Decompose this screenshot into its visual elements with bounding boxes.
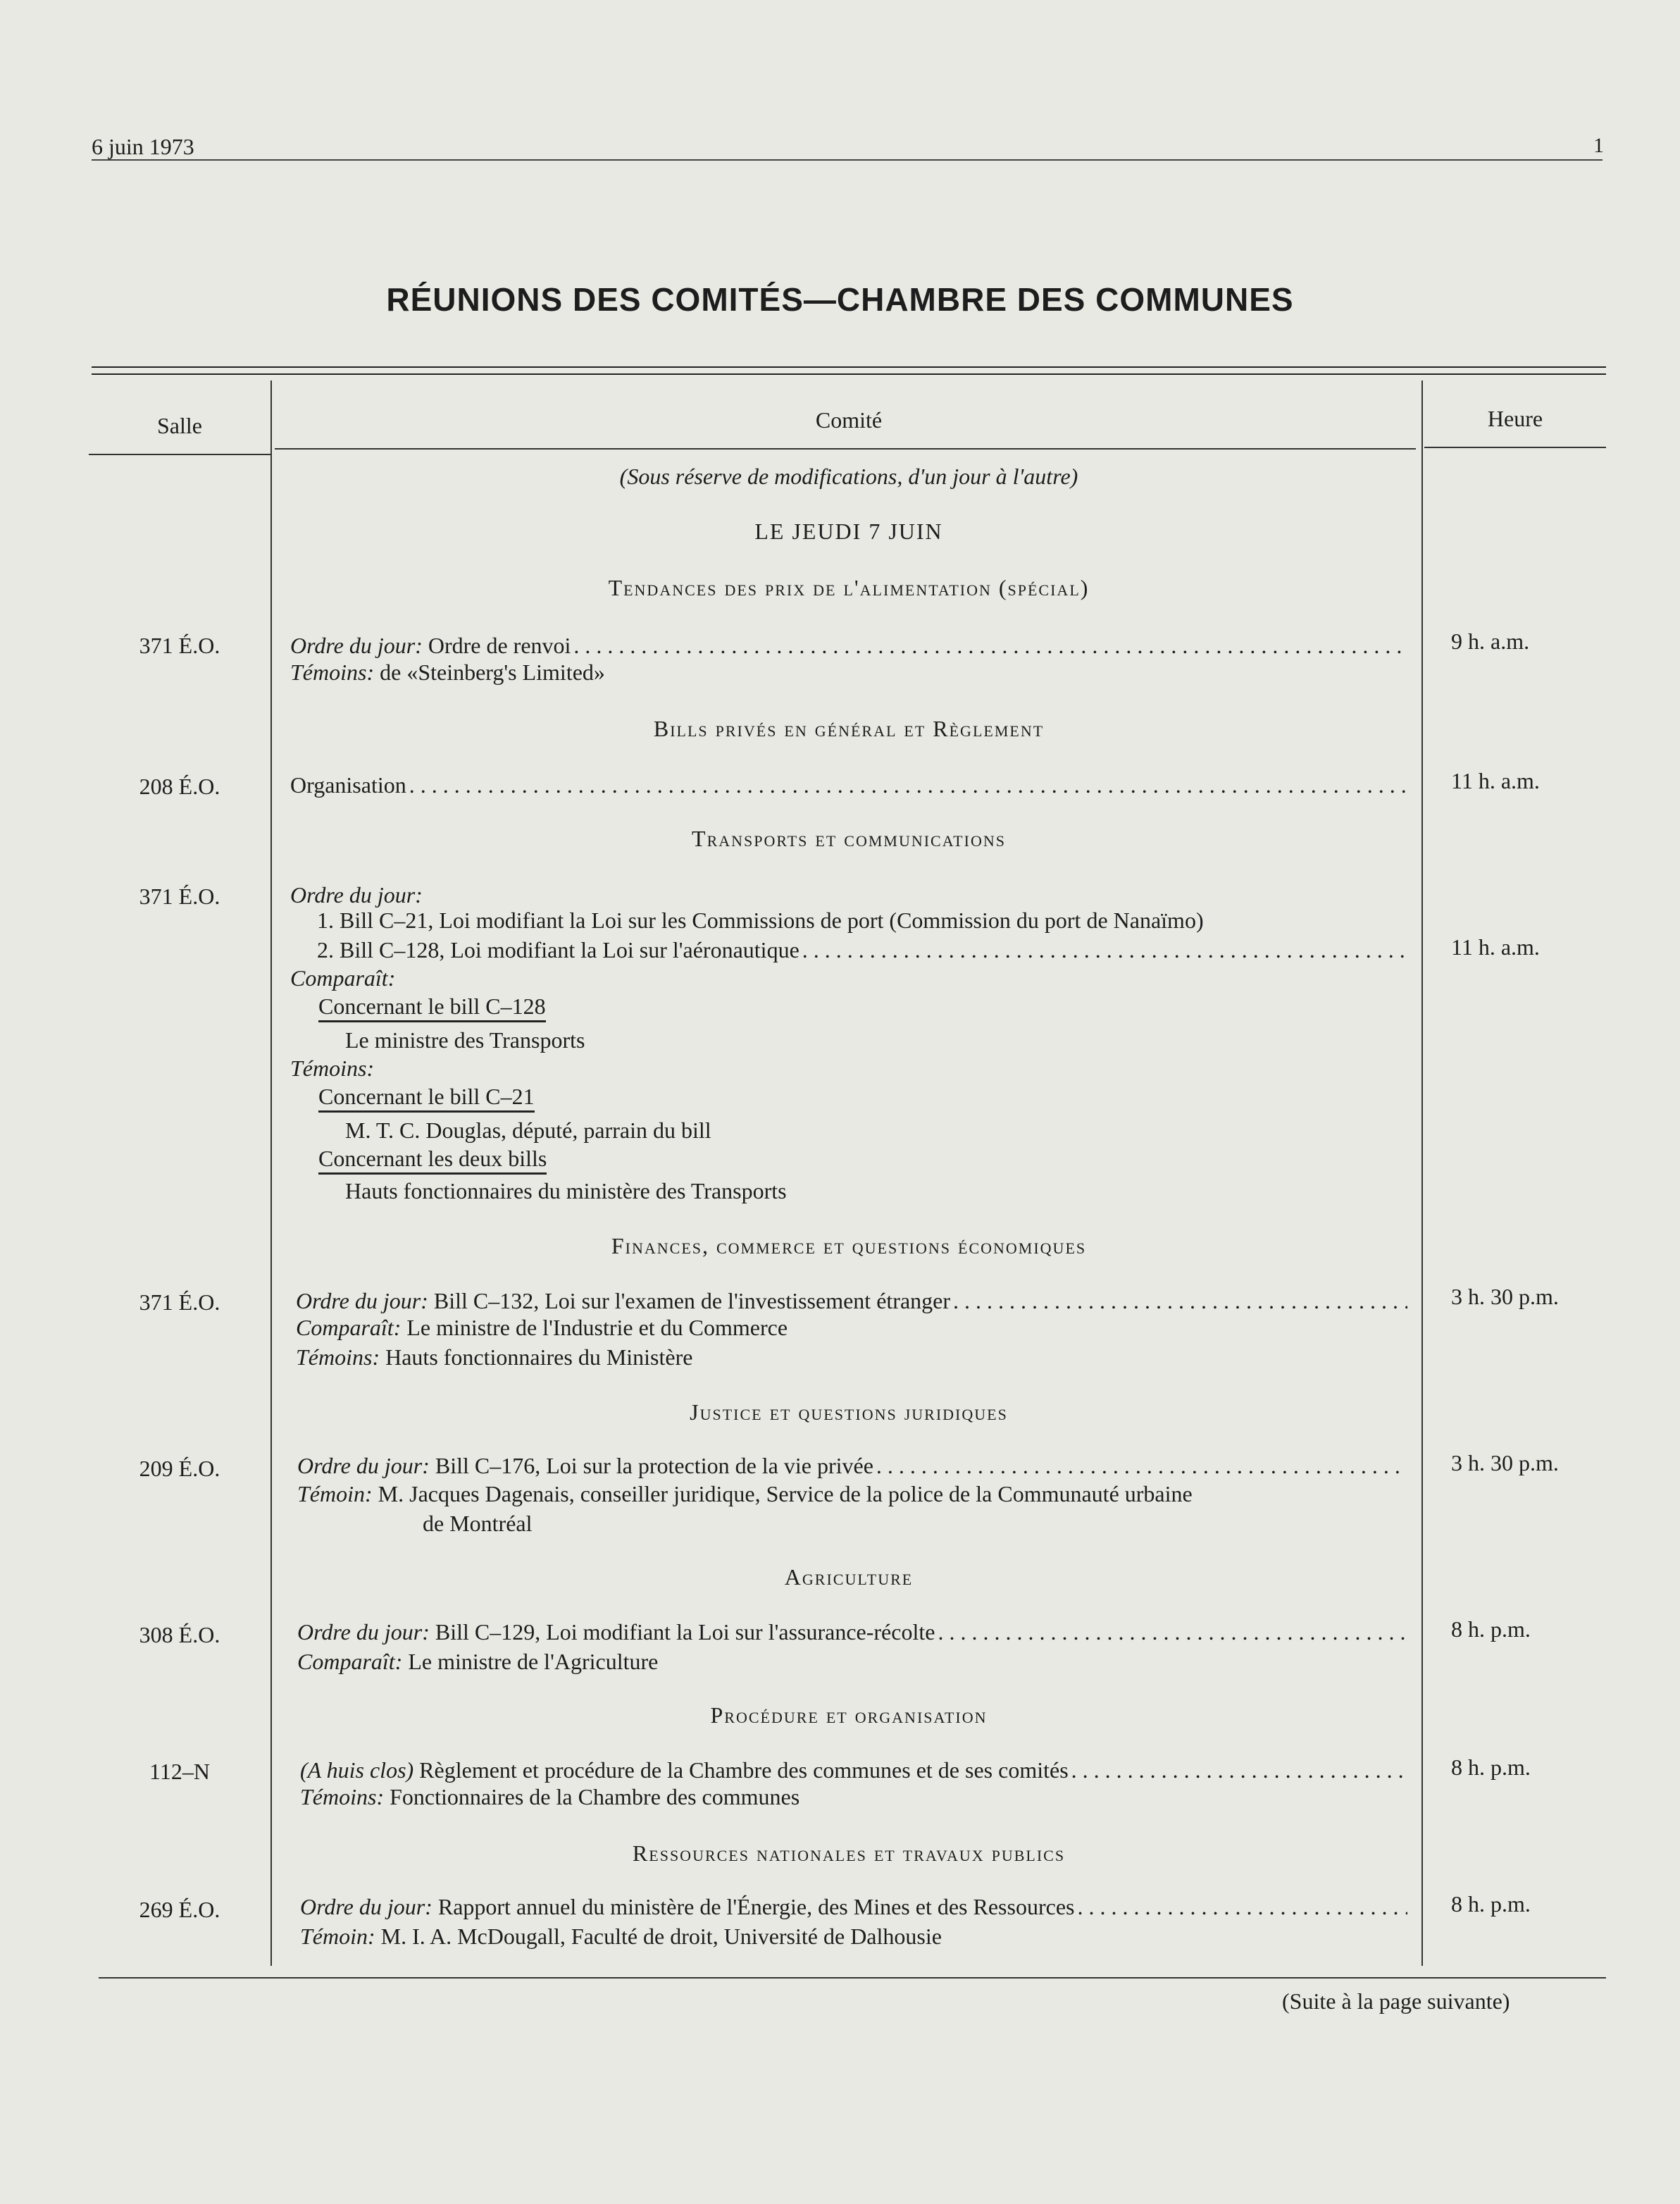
table-bottom-rule (99, 1977, 1606, 1979)
line-text: M. Jacques Dagenais, conseiller juridique, Service de la police de la Communauté urbaine (378, 1481, 1193, 1506)
page-title: RÉUNIONS DES COMITÉS—CHAMBRE DES COMMUNES (386, 281, 1294, 318)
agenda-line (318, 993, 546, 1020)
salle-value: 208 É.O. (139, 774, 220, 799)
heure-value: 8 h. p.m. (1451, 1754, 1531, 1780)
section-heading: Procédure et organisation (710, 1702, 988, 1728)
heure-value: 11 h. a.m. (1451, 768, 1540, 793)
salle-value: 269 É.O. (139, 1897, 220, 1922)
line-text: Bill C–129, Loi modifiant la Loi sur l'assurance-récolte (435, 1619, 935, 1645)
line-label: (A huis clos) (300, 1757, 414, 1783)
header-date: 6 juin 1973 (92, 134, 194, 159)
line-label: Ordre du jour: (297, 1619, 430, 1645)
line-text: Bill C–132, Loi sur l'examen de l'investissement étranger (433, 1288, 950, 1313)
line-text: M. I. A. McDougall, Faculté de droit, Université de Dalhousie (380, 1924, 942, 1949)
line-text: Rapport annuel du ministère de l'Énergie, des Mines et des Ressources (437, 1894, 1075, 1919)
comite-header-rule (275, 448, 1416, 450)
heure-header-rule (1424, 447, 1606, 448)
salle-value: 112–N (149, 1759, 210, 1784)
agenda-line (300, 1924, 942, 1950)
agenda-line: M. T. C. Douglas, député, parrain du bill (345, 1118, 711, 1143)
agenda-line (290, 965, 395, 991)
line-label: Ordre du jour: (290, 633, 423, 658)
agenda-line (318, 1084, 535, 1110)
agenda-line: Le ministre des Transports (345, 1027, 585, 1053)
line-text: Le ministre de l'Agriculture (408, 1649, 659, 1674)
heure-value: 3 h. 30 p.m. (1451, 1450, 1559, 1475)
agenda-line (290, 633, 1410, 659)
heure-value: 9 h. a.m. (1451, 629, 1530, 654)
salle-value: 371 É.O. (139, 1289, 220, 1315)
line-label: Témoins: (290, 660, 375, 685)
section-heading: Tendances des prix de l'alimentation (spécial) (608, 575, 1090, 600)
line-label: Comparaît: (297, 1649, 403, 1674)
line-text: Règlement et procédure de la Chambre des communes et de ses comités (419, 1757, 1069, 1783)
heure-value: 8 h. p.m. (1451, 1891, 1531, 1917)
line-label: Comparaît: (290, 965, 396, 991)
agenda-line (296, 1315, 788, 1341)
agenda-line: de Montréal (423, 1511, 533, 1536)
line-text: Concernant les deux bills (318, 1146, 547, 1175)
agenda-line (297, 1619, 1410, 1645)
section-heading: Transports et communications (692, 826, 1006, 851)
section-heading: Justice et questions juridiques (690, 1399, 1008, 1425)
line-label: Témoin: (297, 1481, 373, 1506)
salle-header-rule (89, 454, 270, 455)
line-label: Témoins: (300, 1784, 385, 1809)
line-label: Ordre du jour: (296, 1288, 428, 1313)
column-header-salle: Salle (157, 413, 202, 438)
continued-note: (Suite à la page suivante) (1282, 1988, 1510, 2014)
header-rule (92, 159, 1603, 161)
column-divider-left (270, 380, 272, 1966)
agenda-line (290, 1055, 374, 1082)
salle-value: 371 É.O. (139, 884, 220, 909)
agenda-line (290, 772, 1410, 798)
schedule-note: (Sous réserve de modifications, d'un jour à l'autre) (619, 464, 1078, 489)
line-text: Le ministre de l'Industrie et du Commerce (406, 1315, 788, 1340)
agenda-line: 1. Bill C–21, Loi modifiant la Loi sur les Commissions de port (Commission du port de Nanaïmo) (317, 908, 1204, 933)
agenda-line (290, 660, 605, 686)
line-label: Comparaît: (296, 1315, 402, 1340)
line-text: Fonctionnaires de la Chambre des communes (390, 1784, 800, 1809)
salle-value: 308 É.O. (139, 1622, 220, 1647)
agenda-line (297, 1453, 1410, 1479)
section-heading: Bills privés en général et Règlement (653, 716, 1045, 741)
section-heading: Ressources nationales et travaux publics (632, 1840, 1066, 1866)
line-label: Témoin: (300, 1924, 375, 1949)
agenda-line (300, 1784, 799, 1810)
column-header-comite: Comité (815, 407, 883, 433)
heure-value: 3 h. 30 p.m. (1451, 1284, 1559, 1309)
section-heading: Agriculture (784, 1564, 914, 1590)
page-number: 1 (1593, 134, 1604, 157)
line-label: Ordre du jour: (290, 882, 423, 908)
agenda-line (300, 1894, 1410, 1920)
agenda-line (296, 1288, 1410, 1314)
line-text: de «Steinberg's Limited» (380, 660, 605, 685)
agenda-line: Hauts fonctionnaires du ministère des Transports (345, 1178, 787, 1203)
agenda-line (317, 937, 1410, 963)
agenda-line (290, 882, 423, 908)
line-text: Organisation (290, 772, 406, 798)
line-label: Ordre du jour: (300, 1894, 433, 1919)
agenda-line (297, 1649, 658, 1675)
line-text: Ordre de renvoi (428, 633, 571, 658)
heure-value: 8 h. p.m. (1451, 1616, 1531, 1642)
line-text: Hauts fonctionnaires du Ministère (385, 1344, 693, 1370)
day-heading: LE JEUDI 7 JUIN (754, 519, 943, 544)
agenda-line (297, 1481, 1193, 1507)
agenda-line (296, 1344, 692, 1370)
salle-value: 209 É.O. (139, 1456, 220, 1481)
line-text: Bill C–176, Loi sur la protection de la vie privée (435, 1453, 873, 1478)
line-label: Témoins: (296, 1344, 380, 1370)
line-text: Concernant le bill C–128 (318, 993, 546, 1022)
table-top-rule-1 (92, 366, 1606, 368)
salle-value: 371 É.O. (139, 633, 220, 658)
line-text: Concernant le bill C–21 (318, 1084, 535, 1113)
line-label: Ordre du jour: (297, 1453, 430, 1478)
agenda-line (300, 1757, 1410, 1783)
heure-value: 11 h. a.m. (1451, 934, 1540, 960)
line-label: Témoins: (290, 1055, 375, 1081)
column-header-heure: Heure (1487, 406, 1543, 431)
table-top-rule-2 (92, 373, 1606, 375)
section-heading: Finances, commerce et questions économiques (611, 1233, 1087, 1258)
column-divider-right (1421, 380, 1423, 1966)
agenda-line (318, 1146, 547, 1172)
line-text: 2. Bill C–128, Loi modifiant la Loi sur l'aéronautique (317, 937, 799, 962)
